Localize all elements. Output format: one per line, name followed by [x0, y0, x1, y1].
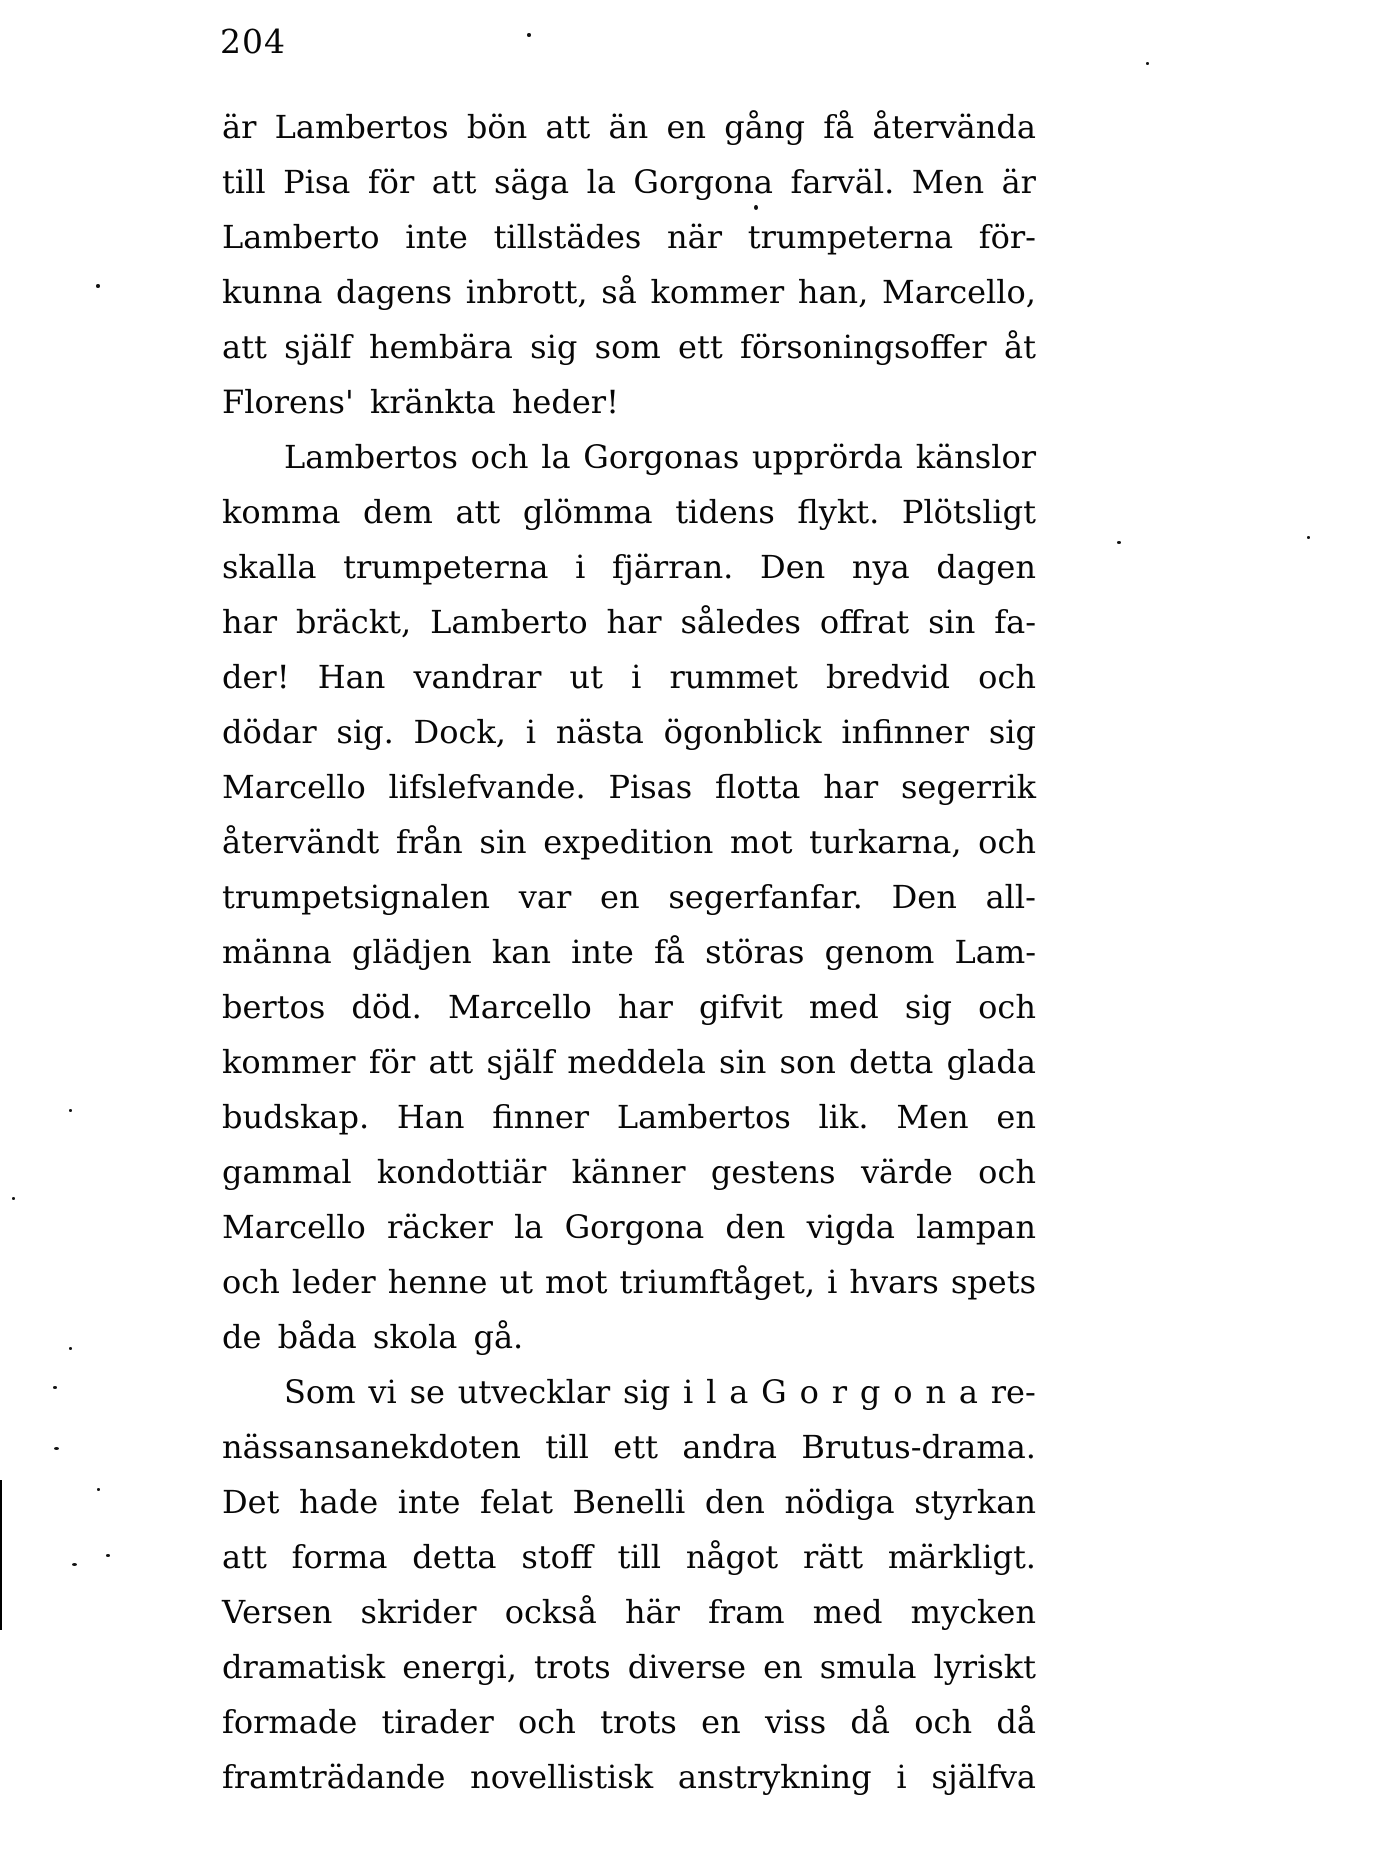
text-line: Versen skrider också här fram med mycken: [222, 1593, 1036, 1631]
text-line: nässansanekdoten till ett andra Brutus-drama.: [222, 1428, 1036, 1466]
scan-speck: [69, 1109, 72, 1112]
scan-speck: [97, 1488, 100, 1491]
text-line: Marcello lifslefvande. Pisas flotta har segerrik: [222, 768, 1036, 806]
text-line: är Lambertos bön att än en gång få återvända: [222, 108, 1036, 146]
scan-speck: [106, 1554, 110, 1557]
scan-speck: [72, 1563, 77, 1566]
text-line: till Pisa för att säga la Gorgona farväl. Men är: [222, 163, 1036, 201]
scan-speck: [1117, 541, 1121, 544]
scan-speck: [69, 1347, 72, 1350]
text-line: att forma detta stoff till något rätt märkligt.: [222, 1538, 1036, 1576]
text-line: formade tirader och trots en viss då och då: [222, 1703, 1036, 1741]
text-line: att själf hembära sig som ett försoningsoffer åt: [222, 328, 1036, 366]
text-line: Florens' kränkta heder!: [222, 383, 619, 421]
text-line: kunna dagens inbrott, så kommer han, Marcello,: [222, 273, 1036, 311]
text-line: har bräckt, Lamberto har således offrat sin fa-: [222, 603, 1036, 641]
text-line: Som vi se utvecklar sig i l a G o r g o n a re-: [284, 1373, 1036, 1411]
text-line: dramatisk energi, trots diverse en smula lyriskt: [222, 1648, 1036, 1686]
text-line: framträdande novellistisk anstrykning i själfva: [222, 1758, 1036, 1796]
text-line: kommer för att själf meddela sin son detta glada: [222, 1043, 1036, 1081]
page-number: 204: [220, 22, 286, 61]
text-line: de båda skola gå.: [222, 1318, 524, 1356]
text-line: komma dem att glömma tidens flykt. Plötsligt: [222, 493, 1036, 531]
text-line: männa glädjen kan inte få störas genom Lam-: [222, 933, 1036, 971]
text-line: gammal kondottiär känner gestens värde och: [222, 1153, 1036, 1191]
text-line: Lambertos och la Gorgonas upprörda känslor: [284, 438, 1036, 476]
text-line: skalla trumpeterna i fjärran. Den nya dagen: [222, 548, 1036, 586]
scan-edge-artifact: [0, 1480, 2, 1630]
scan-speck: [54, 1447, 59, 1450]
text-line: Lamberto inte tillstädes när trumpeterna för-: [222, 218, 1036, 256]
scan-speck: [53, 1386, 57, 1389]
text-line: trumpetsignalen var en segerfanfar. Den all-: [222, 878, 1036, 916]
scan-speck: [527, 33, 531, 37]
text-line: dödar sig. Dock, i nästa ögonblick infinner sig: [222, 713, 1036, 751]
text-line: bertos död. Marcello har gifvit med sig och: [222, 988, 1036, 1026]
text-line: återvändt från sin expedition mot turkarna, och: [222, 823, 1036, 861]
scan-speck: [96, 284, 100, 288]
text-line: Det hade inte felat Benelli den nödiga styrkan: [222, 1483, 1036, 1521]
page-text: [222, 100, 1036, 1805]
text-line: Marcello räcker la Gorgona den vigda lampan: [222, 1208, 1036, 1246]
text-line: och leder henne ut mot triumftåget, i hvars spets: [222, 1263, 1036, 1301]
scan-speck: [1307, 536, 1310, 539]
scan-speck: [1146, 62, 1149, 65]
text-line: budskap. Han finner Lambertos lik. Men en: [222, 1098, 1036, 1136]
scan-speck: [754, 205, 758, 210]
text-line: der! Han vandrar ut i rummet bredvid och: [222, 658, 1036, 696]
scan-speck: [12, 1197, 15, 1200]
